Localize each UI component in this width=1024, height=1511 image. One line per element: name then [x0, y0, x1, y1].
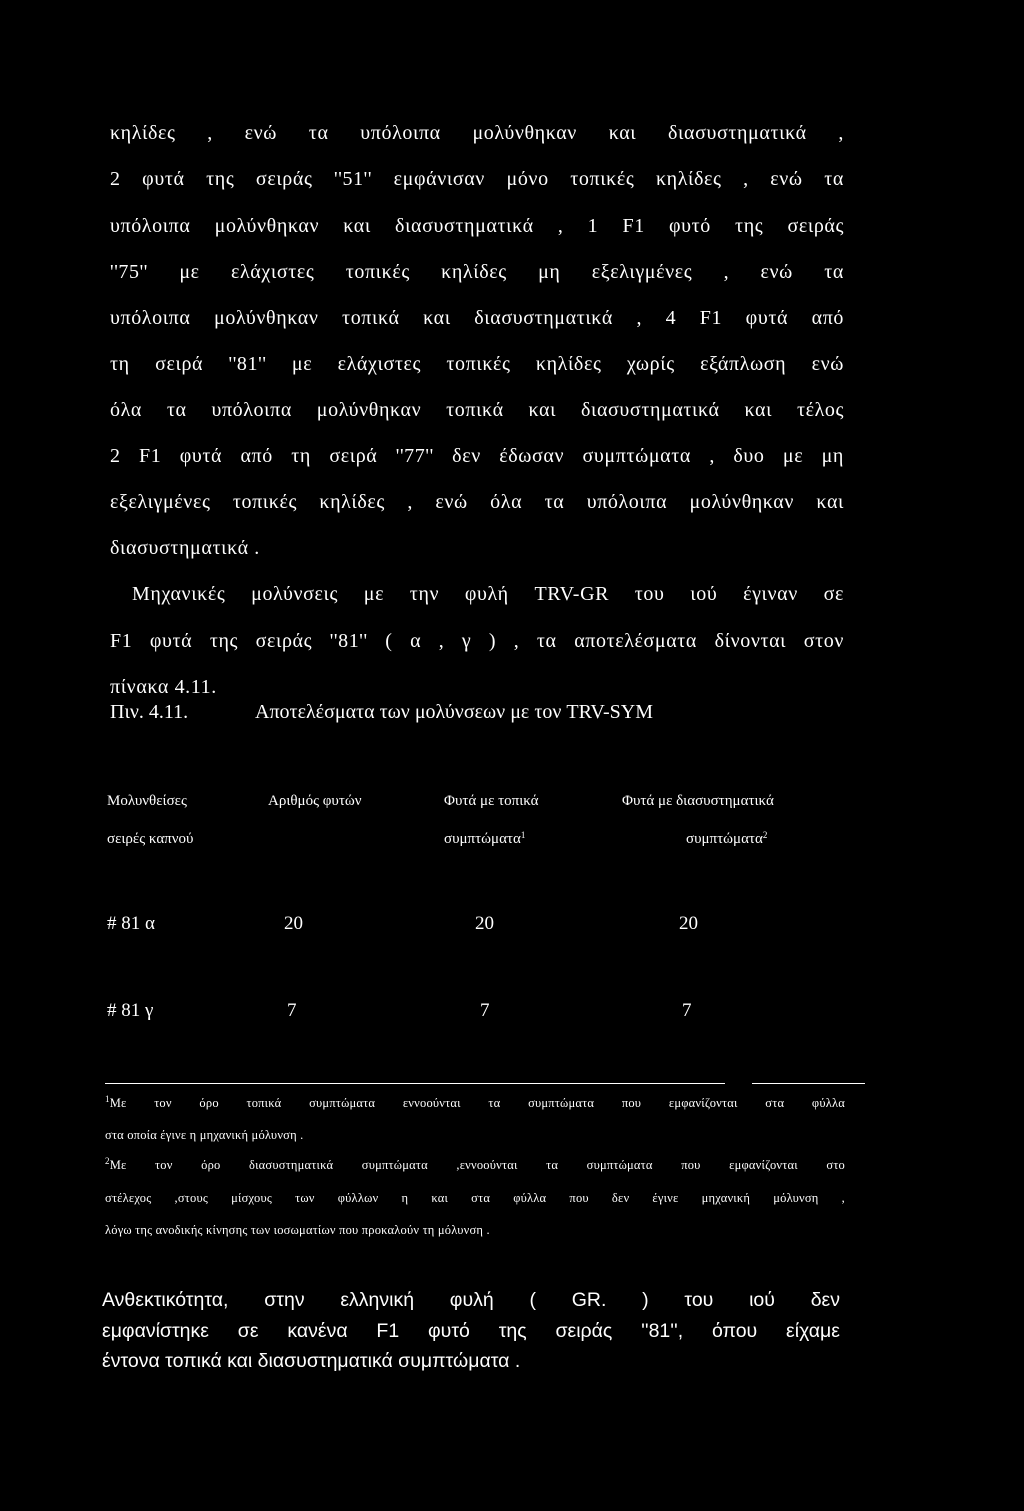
body-line: ''75'' με ελάχιστες τοπικές κηλίδες μη εξελιγμένες , ενώ τα: [110, 261, 844, 283]
cell-plants: 7: [287, 1000, 297, 1021]
body-line: έντονα τοπικά και διασυστηματικά συμπτώματα .: [102, 1350, 521, 1372]
body-line: εξελιγμένες τοπικές κηλίδες , ενώ όλα τα υπόλοιπα μολύνθηκαν και: [110, 491, 844, 513]
header-systemic-col: Φυτά με διασυστηματικά: [622, 793, 774, 809]
footnote-rule: [752, 1083, 865, 1084]
body-line: διασυστηματικά .: [110, 537, 260, 559]
header-local-col: Φυτά με τοπικά: [444, 793, 539, 809]
body-line: Ανθεκτικότητα, στην ελληνική φυλή ( GR. ) του ιού δεν: [102, 1289, 840, 1311]
body-line: F1 φυτά της σειράς ''81'' ( α , γ ) , τα αποτελέσματα δίνονται στον: [110, 630, 844, 652]
table-number: Πιν. 4.11.: [110, 701, 189, 723]
cell-plants: 20: [284, 913, 303, 934]
cell-systemic: 20: [679, 913, 698, 934]
table-caption: [110, 700, 653, 724]
footnote-2-cont: λόγω της ανοδικής κίνησης των ιοσωματίων που προκαλούν τη μόλυνση .: [105, 1223, 490, 1237]
cell-line: # 81 α: [107, 913, 155, 934]
body-line: 2 F1 φυτά από τη σειρά ''77'' δεν έδωσαν συμπτώματα , δυο με μη: [110, 445, 844, 467]
body-line: όλα τα υπόλοιπα μολύνθηκαν τοπικά και διασυστηματικά και τέλος: [110, 399, 844, 421]
cell-line: # 81 γ: [107, 1000, 154, 1021]
header-lines-col-sub: σειρές καπνού: [107, 831, 194, 847]
cell-local: 20: [475, 913, 494, 934]
header-local-col-sub: συμπτώματα$^1$: [444, 830, 526, 847]
cell-local: 7: [480, 1000, 490, 1021]
footnote-mark: 2: [105, 1156, 110, 1166]
header-plants-col: Αριθμός φυτών: [268, 793, 362, 809]
footnote-2-cont: στέλεχος ,στους μίσχους των φύλλων η και στα φύλλα που δεν έγινε μηχανική μόλυνση ,: [105, 1191, 845, 1205]
body-line: Μηχανικές μολύνσεις με την φυλή TRV-GR του ιού έγιναν σε: [132, 583, 844, 605]
footnote-2: $^2$Με τον όρο διασυστηματικά συμπτώματα ,εννοούνται τα συμπτώματα που εμφανίζονται στο: [105, 1156, 845, 1172]
footnote-1-cont: στα οποία έγινε η μηχανική μόλυνση .: [105, 1128, 304, 1142]
body-line: 2 φυτά της σειράς ''51'' εμφάνισαν μόνο τοπικές κηλίδες , ενώ τα: [110, 168, 844, 190]
cell-systemic: 7: [682, 1000, 692, 1021]
footnote-mark: 2: [762, 830, 768, 840]
body-line: υπόλοιπα μολύνθηκαν τοπικά και διασυστηματικά , 4 F1 φυτά από: [110, 307, 844, 329]
body-line: κηλίδες , ενώ τα υπόλοιπα μολύνθηκαν και διασυστηματικά ,: [110, 122, 844, 144]
body-line: υπόλοιπα μολύνθηκαν και διασυστηματικά , 1 F1 φυτό της σειράς: [110, 215, 844, 237]
footnote-mark: 1: [105, 1094, 110, 1104]
header-systemic-col-sub: συμπτώματα$^2$: [686, 830, 768, 847]
footnote-1: $^1$Με τον όρο τοπικά συμπτώματα εννοούνται τα συμπτώματα που εμφανίζονται στα φύλλα: [105, 1094, 845, 1110]
body-line: πίνακα 4.11.: [110, 676, 217, 698]
footnote-mark: 1: [520, 830, 526, 840]
body-line: τη σειρά ''81'' με ελάχιστες τοπικές κηλίδες χωρίς εξάπλωση ενώ: [110, 353, 844, 375]
footnote-rule: [105, 1083, 725, 1084]
table-title: Αποτελέσματα των μολύνσεων με τον TRV-SYM: [255, 701, 653, 723]
body-line: εμφανίστηκε σε κανένα F1 φυτό της σειράς ''81'', όπου είχαμε: [102, 1320, 840, 1342]
header-lines-col: Μολυνθείσες: [107, 793, 187, 809]
